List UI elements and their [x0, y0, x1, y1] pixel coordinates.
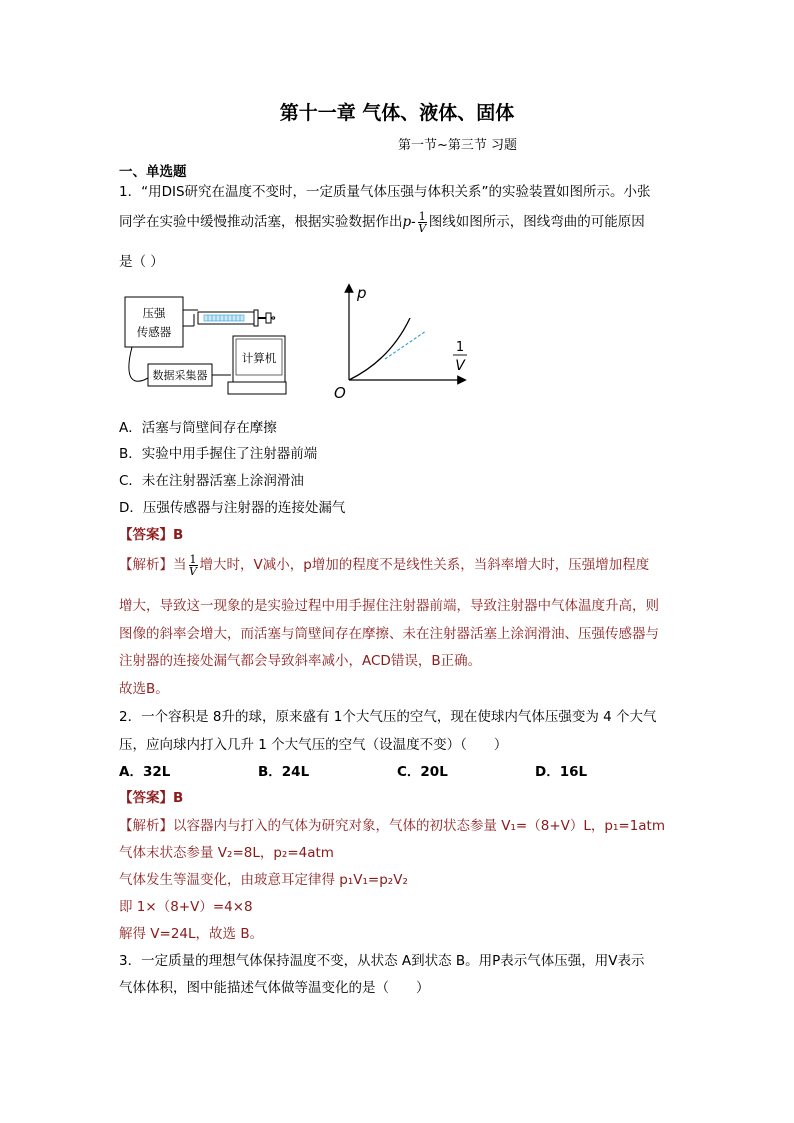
q1-analysis-line3: 图像的斜率会增大，而活塞与筒壁间存在摩擦、未在注射器活塞上涂润滑油、压强传感器与: [119, 626, 659, 642]
q1-analysis-line4: 注射器的连接处漏气都会导致斜率减小，ACD错误，B正确。: [119, 653, 482, 669]
q2-analysis-2: 气体末状态参量 V₂=8L，p₂=4atm: [119, 845, 334, 861]
pressure-sensor-box: [125, 297, 183, 347]
q1-analysis-line1: [119, 553, 649, 577]
q1-p-label: p-: [402, 214, 416, 230]
q2-line2: 压，应向球内打入几升 1 个大气压的空气（设温度不变）（ ）: [119, 737, 508, 753]
q1-analysis-label: 【解析】当: [119, 557, 187, 573]
q1-line2-pre: 同学在实验中缓慢推动活塞，根据实验数据作出: [119, 214, 403, 230]
q2-line1: 2．一个容积是 8升的球，原来盛有 1个大气压的空气，现在使球内气体压强变为 4 个大气: [119, 709, 657, 725]
q2-analysis-5: 解得 V=24L，故选 B。: [119, 926, 264, 942]
q2-analysis-3: 气体发生等温变化，由玻意耳定律得 p₁V₁=p₂V₂: [119, 872, 408, 888]
q3-line2: 气体体积，图中能描述气体做等温变化的是（ ）: [119, 980, 430, 996]
q2-answer: 【答案】B: [119, 790, 184, 806]
q2-option-d: D．16L: [535, 764, 588, 780]
section-heading: 一、单选题: [119, 164, 187, 180]
q1-analysis-line1-rest: 增大时，V减小，p增加的程度不是线性关系，当斜率增大时，压强增加程度: [199, 557, 650, 573]
q2-analysis-4: 即 1×（8+V）=4×8: [119, 899, 253, 915]
q1-analysis-frac-den: V: [189, 564, 197, 578]
p-v-graph: [330, 280, 480, 405]
q1-option-c: C．未在注射器活塞上涂润滑油: [119, 473, 304, 489]
computer-label: 计算机: [241, 351, 277, 365]
q1-option-d: D．压强传感器与注射器的连接处漏气: [119, 500, 346, 516]
q1-analysis-frac-num: 1: [189, 552, 197, 566]
x-axis-label-num: 1: [455, 340, 465, 355]
sensor-label-2: 传感器: [136, 325, 172, 339]
origin-label: O: [334, 384, 346, 402]
q1-option-b: B．实验中用手握住了注射器前端: [119, 446, 318, 462]
q1-line2-post: 图线如图所示，图线弯曲的可能原因: [428, 214, 645, 230]
q2-option-b: B．24L: [258, 764, 310, 780]
q1-fraction-den: V: [418, 221, 427, 235]
q1-line1: 1．“用DIS研究在温度不变时，一定质量气体压强与体积关系”的实验装置如图所示。小张: [119, 184, 651, 200]
page-title: 第十一章 气体、液体、固体: [279, 102, 515, 124]
collector-label: 数据采集器: [152, 369, 208, 382]
q2-analysis-1: 【解析】以容器内与打入的气体为研究对象，气体的初状态参量 V₁=（8+V）L，p₁=1atm: [119, 818, 666, 834]
q1-line3: 是（ ）: [119, 254, 164, 270]
dashed-tangent: [385, 331, 426, 359]
q1-option-a: A．活塞与筒壁间存在摩擦: [119, 420, 277, 436]
x-axis-label-den: V: [455, 358, 465, 374]
q1-analysis-fraction: [189, 554, 198, 577]
q1-fraction-num: 1: [418, 209, 426, 223]
q3-line1: 3．一定质量的理想气体保持温度不变，从状态 A到状态 B。用P表示气体压强，用V表示: [119, 953, 645, 969]
curve: [349, 318, 410, 380]
sensor-label-1: 压强: [142, 306, 166, 320]
q1-fraction: [418, 211, 427, 234]
apparatus-figure: [118, 290, 298, 400]
computer-base: [228, 382, 286, 394]
q1-analysis-line2: 增大，导致这一现象的是实验过程中用手握住注射器前端，导致注射器中气体温度升高，则: [119, 598, 659, 614]
q1-answer: 【答案】B: [119, 527, 184, 543]
y-axis-label: p: [357, 284, 367, 302]
q2-option-a: A．32L: [119, 764, 171, 780]
page-subtitle: 第一节~第三节 习题: [398, 138, 518, 153]
q2-option-c: C．20L: [397, 764, 448, 780]
q1-line2: [119, 210, 645, 234]
q1-conclusion: 故选B。: [119, 681, 169, 697]
